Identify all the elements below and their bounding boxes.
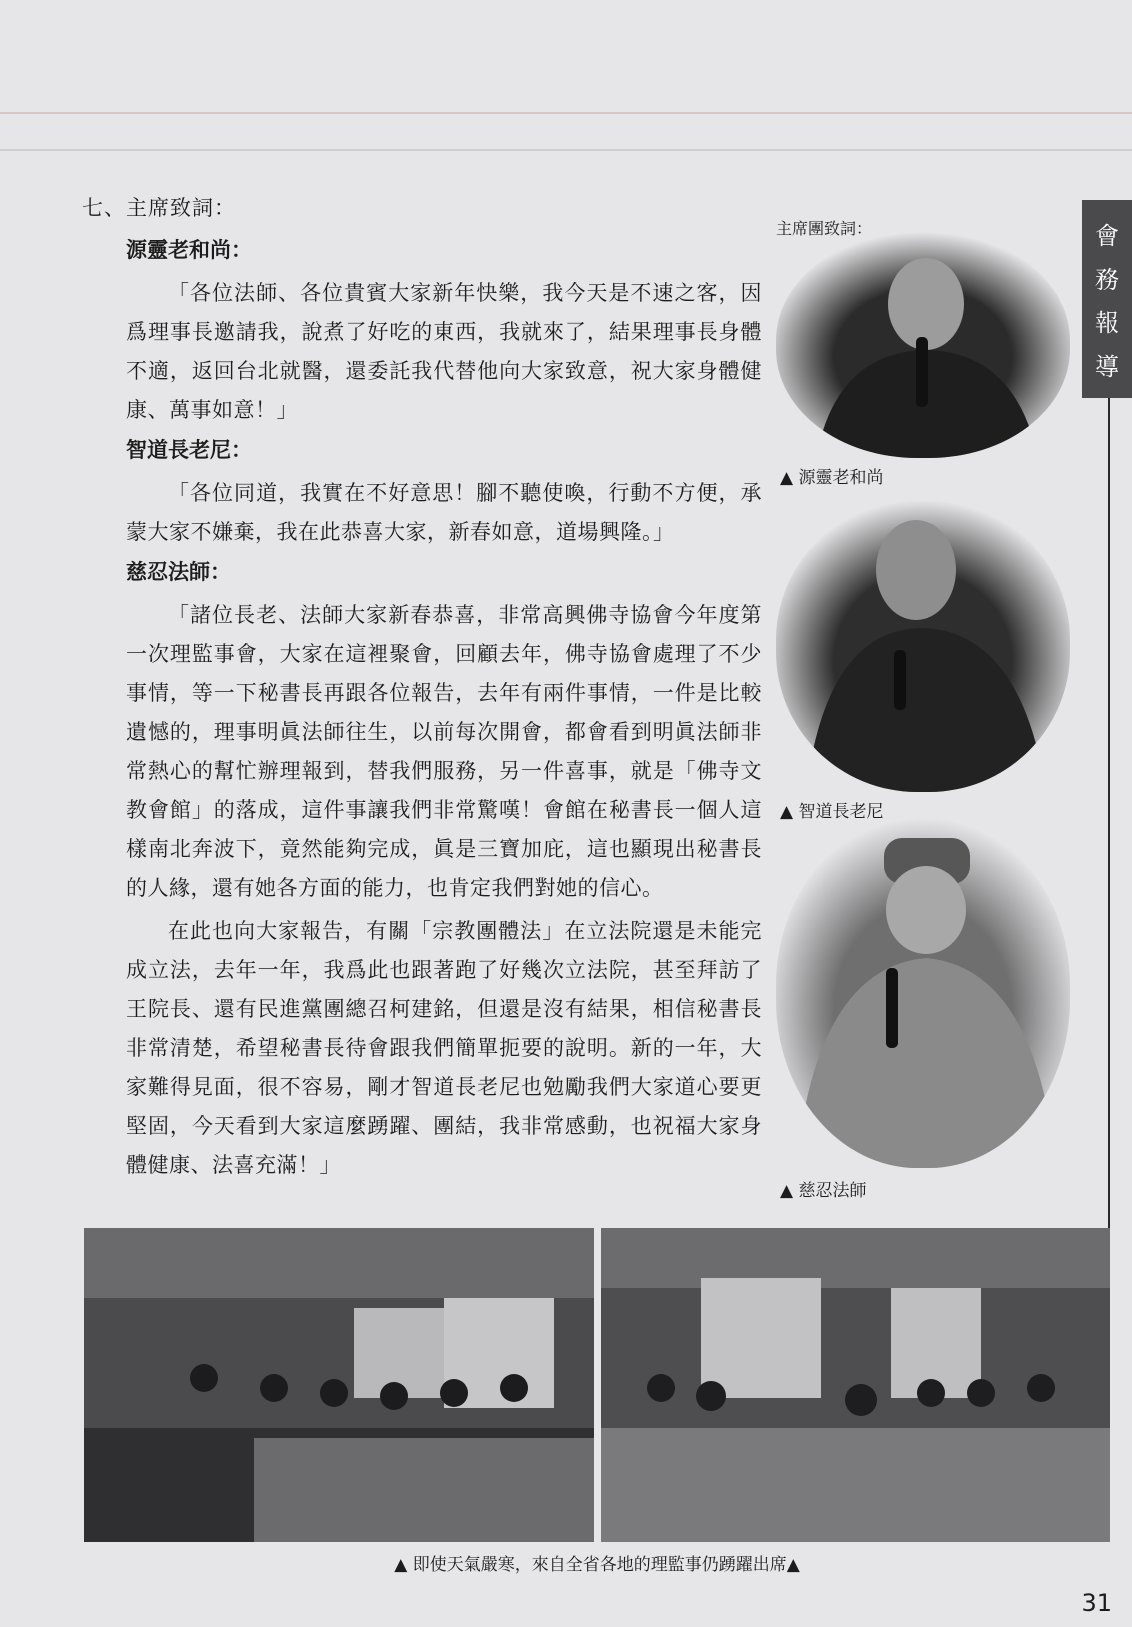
speaker-name: 源靈老和尚：	[126, 238, 252, 262]
section-heading: 七、主席致詞：	[82, 196, 236, 220]
article-body	[82, 192, 762, 1189]
header-rule-secondary	[0, 149, 1132, 151]
speech-paragraph: 在此也向大家報告，有關「宗教團體法」在立法院還是未能完成立法，去年一年，我爲此也跟著跑了好幾次立法院，甚至拜訪了王院長、還有民進黨團總召柯建銘，但還是沒有結果，相信秘書長非常清楚，希望秘書長待會跟我們簡單扼要的說明。新的一年，大家難得見面，很不容易，剛才智道長老尼也勉勵我們大家道心要更堅固，今天看到大家這麼踴躍、團結，我非常感動，也祝福大家身體健康、法喜充滿！」	[126, 919, 762, 1177]
page-number: 31	[1081, 1589, 1112, 1617]
speech-paragraph: 「諸位長老、法師大家新春恭喜，非常高興佛寺協會今年度第一次理監事會，大家在這裡聚會，回顧去年，佛寺協會處理了不少事情，等一下秘書長再跟各位報告，去年有兩件事情，一件是比較遺憾的，理事明眞法師往生，以前每次開會，都會看到明眞法師非常熱心的幫忙辦理報到，替我們服務，另一件喜事，就是「佛寺文教會館」的落成，這件事讓我們非常驚嘆！會館在秘書長一個人這樣南北奔波下，竟然能夠完成，眞是三寶加庇，這也顯現出秘書長的人緣，還有她各方面的能力，也肯定我們對她的信心。	[126, 603, 762, 900]
section-tab-char: 會	[1095, 222, 1119, 251]
section-tab-char: 導	[1095, 352, 1119, 381]
speech-paragraph: 「各位法師、各位貴賓大家新年快樂，我今天是不速之客，因爲理事長邀請我，說煮了好吃的東西，我就來了，結果理事長身體不適，返回台北就醫，還委託我代替他向大家致意，祝大家身體健康、萬事如意！」	[126, 281, 762, 422]
header-rule	[0, 112, 1132, 114]
section-tab-char: 務	[1095, 265, 1119, 294]
speech-paragraph: 「各位同道，我實在不好意思！腳不聽使喚，行動不方便，承蒙大家不嫌棄，我在此恭喜大家，新春如意，道場興隆。」	[126, 481, 762, 544]
meeting-photo	[84, 1228, 594, 1542]
photo-caption: ▲ 智道長老尼	[780, 802, 884, 822]
photo-caption: ▲ 慈忍法師	[780, 1181, 867, 1201]
meeting-photo	[601, 1228, 1110, 1542]
speaker-name: 智道長老尼：	[126, 438, 252, 462]
photo-caption-bottom: ▲ 即使天氣嚴寒，來自全省各地的理監事仍踴躍出席▲	[394, 1555, 800, 1575]
section-tab-char: 報	[1095, 309, 1119, 338]
photo-caption: ▲ 源靈老和尚	[780, 468, 884, 488]
portrait-photo	[776, 232, 1070, 458]
speaker-name: 慈忍法師：	[126, 560, 231, 584]
portrait-photo	[776, 818, 1070, 1168]
portrait-photo	[776, 500, 1070, 792]
section-tab	[1082, 200, 1132, 398]
sidebar-label: 主席團致詞：	[776, 219, 873, 238]
